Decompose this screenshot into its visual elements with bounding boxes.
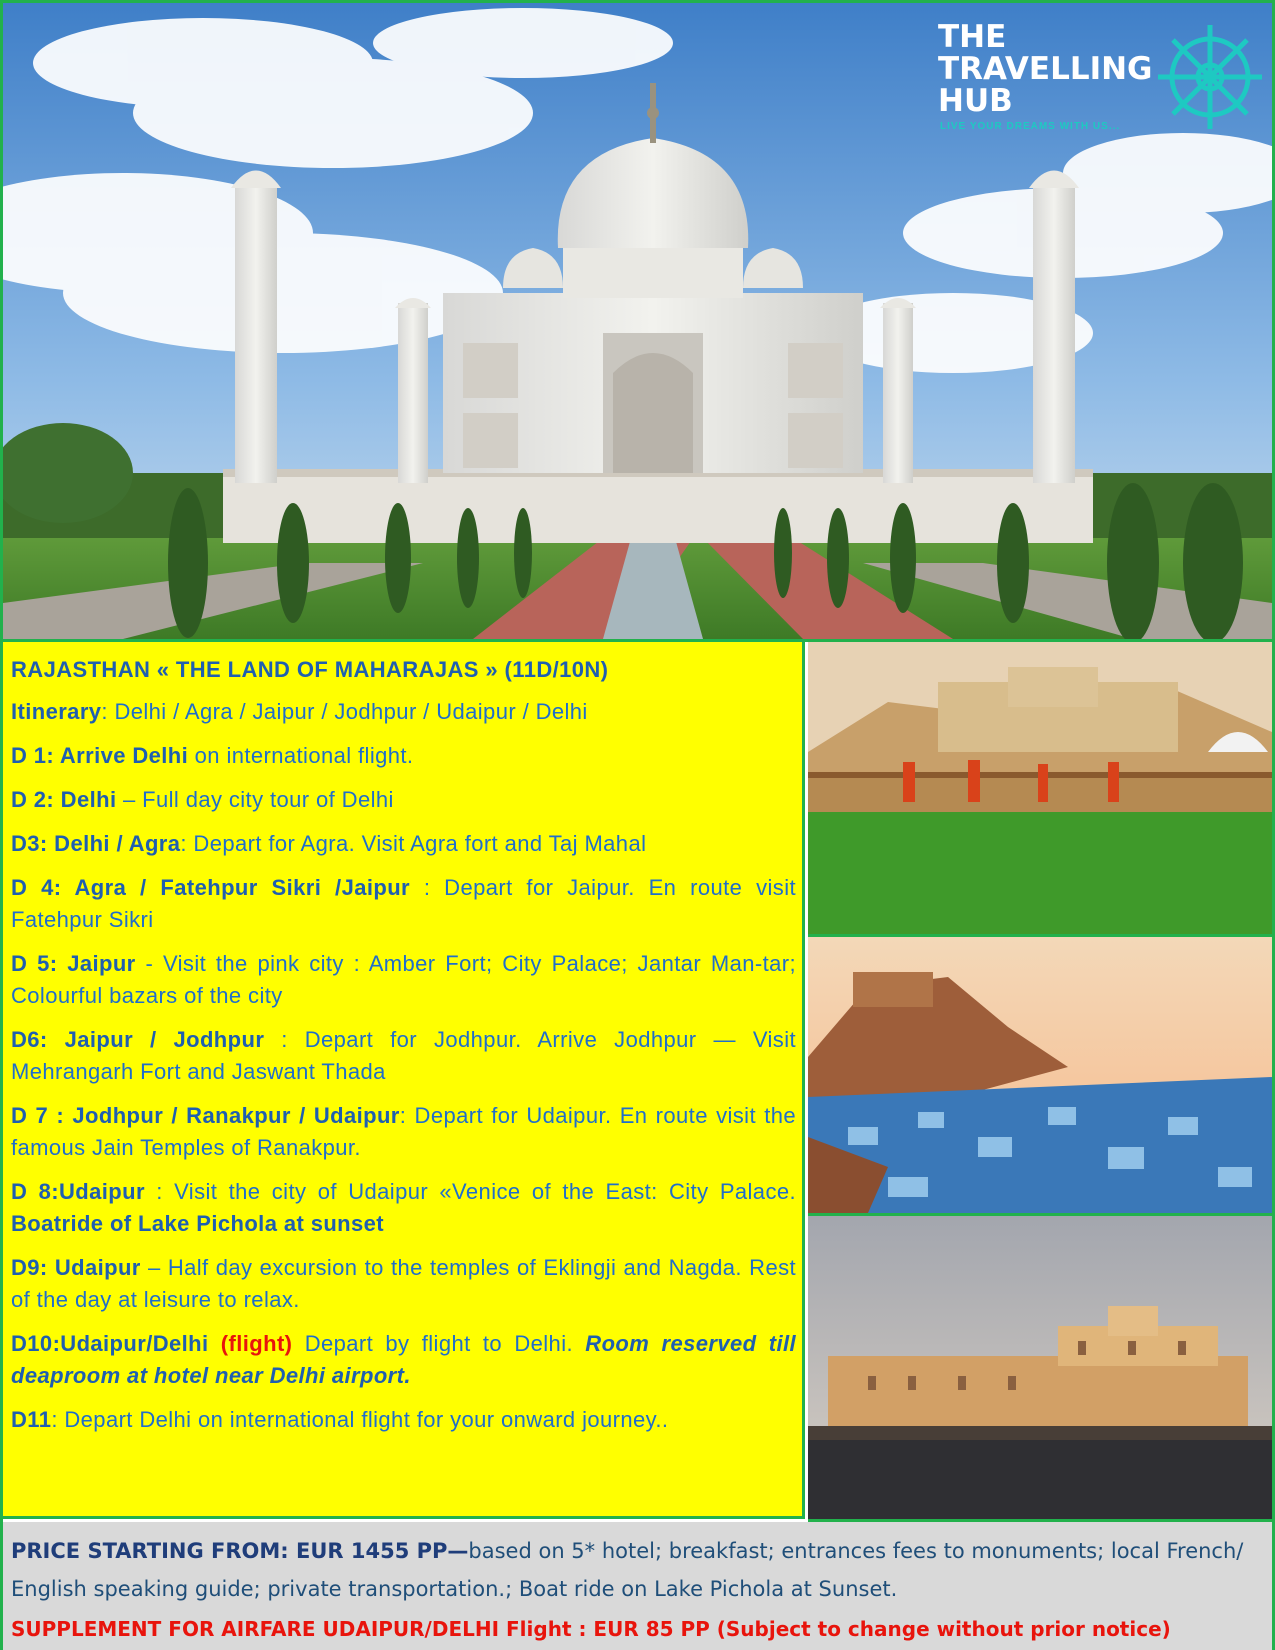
day-item-10: D10:Udaipur/Delhi (flight) Depart by flight to Delhi. Room reserved till deaproom at hotel near Delhi airport. [11, 1331, 796, 1388]
day-item-2: D 2: Delhi – Full day city tour of Delhi [11, 787, 394, 812]
udaipur-city-palace-photo [808, 1216, 1272, 1522]
price-details: PRICE STARTING FROM: EUR 1455 PP—based on 5* hotel; breakfast; entrances fees to monuments; local French/ English speaking guide; private transportation.; Boat ride on Lake Pichola at Sunset. [11, 1539, 1244, 1601]
flight-flag: (flight) [220, 1331, 293, 1356]
travelling-hub-logo [938, 21, 1268, 141]
day-item-11: D11: Depart Delhi on international flight for your onward journey.. [11, 1407, 669, 1432]
itinerary-title: RAJASTHAN « THE LAND OF MAHARAJAS » (11D/10N) [11, 657, 609, 682]
day-item-6: D6: Jaipur / Jodhpur : Depart for Jodhpur. Arrive Jodhpur — Visit Mehrangarh Fort and Jaswant Thada [11, 1027, 796, 1084]
taj-mahal-photo [3, 3, 1272, 642]
day-item-5: D 5: Jaipur - Visit the pink city : Amber Fort; City Palace; Jantar Man-tar; Colourful bazars of the city [11, 951, 796, 1008]
logo-line-3: HUB [938, 83, 1013, 119]
day-item-7: D 7 : Jodhpur / Ranakpur / Udaipur: Depart for Udaipur. En route visit the famous Jain Temples of Ranakpur. [11, 1103, 796, 1160]
day-item-8: D 8:Udaipur : Visit the city of Udaipur «Venice of the East: City Palace. Boatride of Lake Pichola at sunset [11, 1179, 796, 1236]
day-item-3: D3: Delhi / Agra: Depart for Agra. Visit Agra fort and Taj Mahal [11, 831, 647, 856]
jodhpur-blue-city-photo [808, 937, 1272, 1216]
day-item-1: D 1: Arrive Delhi on international flight. [11, 743, 414, 768]
logo-line-2: TRAVELLING [938, 51, 1153, 87]
day-item-9: D9: Udaipur – Half day excursion to the temples of Eklingji and Nagda. Rest of the day at leisure to relax. [11, 1255, 796, 1312]
airfare-supplement: SUPPLEMENT FOR AIRFARE UDAIPUR/DELHI Flight : EUR 85 PP (Subject to change without prior notice) [11, 1617, 1171, 1641]
ship-wheel-icon [1156, 23, 1264, 131]
logo-tagline: LIVE YOUR DREAMS WITH US... [940, 121, 1121, 132]
logo-wordmark [938, 21, 1153, 117]
price-headline: PRICE STARTING FROM: EUR 1455 PP— [11, 1539, 469, 1563]
logo-line-1: THE [938, 19, 1007, 55]
price-section [3, 1522, 1272, 1650]
itinerary-route: Itinerary: Delhi / Agra / Jaipur / Jodhpur / Udaipur / Delhi [11, 699, 588, 724]
itinerary-panel [3, 642, 805, 1519]
day-item-4: D 4: Agra / Fatehpur Sikri /Jaipur : Depart for Jaipur. En route visit Fatehpur Sikri [11, 875, 796, 932]
amber-fort-photo [808, 642, 1272, 937]
